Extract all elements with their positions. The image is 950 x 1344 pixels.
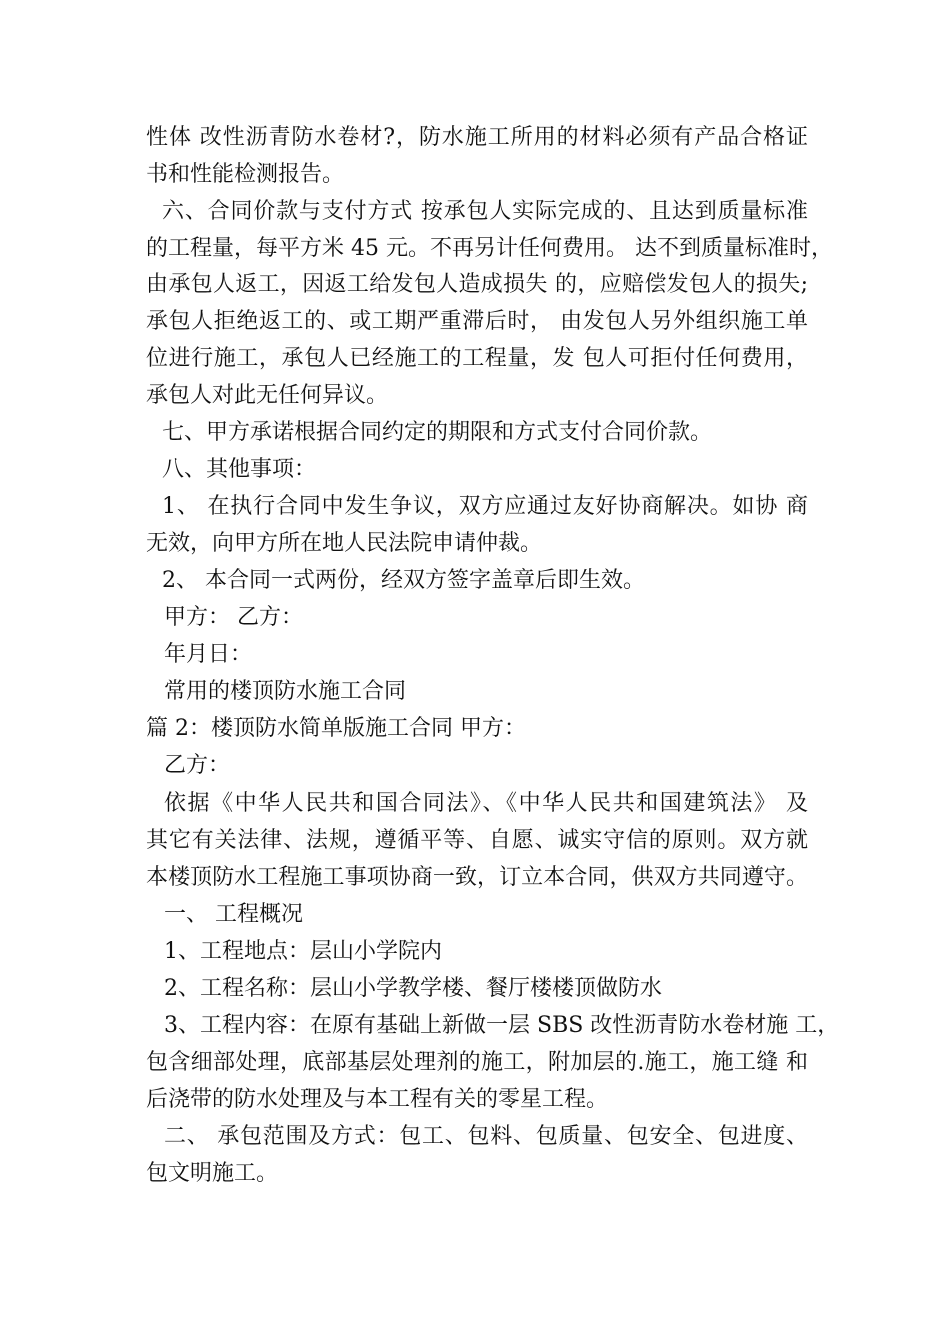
text-line: 性体 改性沥青防水卷材?，防水施工所用的材料必须有产品合格证 — [146, 125, 808, 150]
text-line: 六、合同价款与支付方式 按承包人实际完成的、且达到质量标准 — [162, 199, 808, 224]
text-line: 1、工程地点：层山小学院内 — [164, 939, 442, 964]
signature-parties: 甲方： 乙方： — [164, 605, 303, 630]
text-line: 书和性能检测报告。 — [146, 162, 345, 187]
text-line: 乙方： — [164, 753, 231, 778]
text-line: 2、工程名称：层山小学教学楼、餐厅楼楼顶做防水 — [164, 976, 662, 1001]
text-line: 3、工程内容：在原有基础上新做一层 SBS 改性沥青防水卷材施 工， — [164, 1013, 840, 1038]
text-line: 位进行施工，承包人已经施工的工程量，发 包人可拒付任何费用， — [146, 346, 808, 371]
text-line: 二、 承包范围及方式：包工、包料、包质量、包安全、包进度、 — [164, 1124, 808, 1149]
text-line: 依据《中华人民共和国合同法》、《中华人民共和国建筑法》 及 — [164, 791, 808, 816]
text-line: 2、 本合同一式两份，经双方签字盖章后即生效。 — [162, 568, 645, 593]
text-line: 承包人对此无任何异议。 — [146, 383, 389, 408]
text-line: 的工程量，每平方米 45 元。不再另计任何费用。 达不到质量标准时， — [146, 236, 833, 261]
text-line: 无效，向甲方所在地人民法院申请仲裁。 — [146, 531, 543, 556]
text-line: 本楼顶防水工程施工事项协商一致，订立本合同，供双方共同遵守。 — [146, 865, 808, 890]
text-line: 包文明施工。 — [146, 1161, 279, 1186]
text-line: 1、 在执行合同中发生争议，双方应通过友好协商解决。如协 商 — [162, 494, 808, 519]
text-line: 八、其他事项： — [162, 457, 317, 482]
text-line: 承包人拒绝返工的、或工期严重滞后时， 由发包人另外组织施工单 — [146, 309, 808, 334]
chapter-heading: 篇 2：楼顶防水简单版施工合同 甲方： — [146, 716, 526, 741]
text-line: 七、甲方承诺根据合同约定的期限和方式支付合同价款。 — [162, 420, 713, 445]
text-line: 其它有关法律、法规，遵循平等、自愿、诚实守信的原则。双方就 — [146, 828, 808, 853]
signature-date: 年月日： — [164, 642, 253, 667]
text-line: 由承包人返工，因返工给发包人造成损失 的，应赔偿发包人的损失; — [146, 272, 808, 297]
text-line: 后浇带的防水处理及与本工程有关的零星工程。 — [146, 1087, 609, 1112]
section-title: 常用的楼顶防水施工合同 — [164, 679, 407, 704]
text-line: 包含细部处理，底部基层处理剂的施工，附加层的.施工，施工缝 和 — [146, 1050, 808, 1075]
text-line: 一、 工程概况 — [164, 902, 303, 927]
